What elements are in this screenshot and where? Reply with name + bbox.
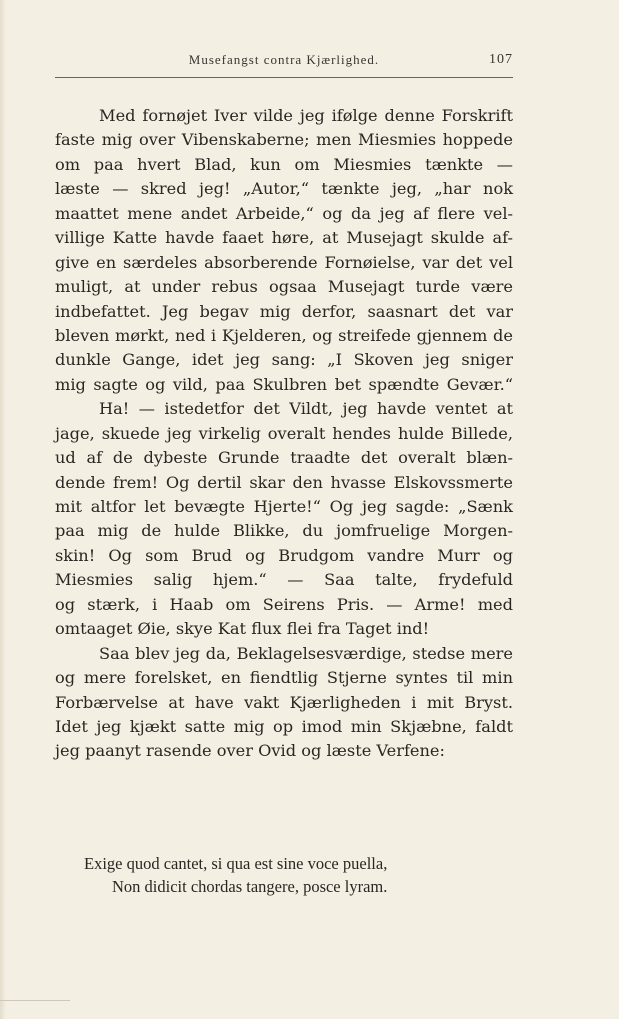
text-line: mit altfor let bevægte Hjerte!“ Og jeg sagde: „Sænk: [55, 497, 513, 516]
text-line: jage, skuede jeg virkelig overalt hendes hulde Billede,: [55, 423, 513, 443]
text-line: muligt, at under rebus ogsaa Musejagt turde være: [55, 277, 513, 297]
text-line: Miesmies salig hjem.“ — Saa talte, frydefuld: [55, 570, 513, 590]
text-line: Ha! — istedetfor det Vildt, jeg havde ventet at: [99, 399, 513, 419]
text-line: jeg paanyt rasende over Ovid og læste Verfene:: [55, 741, 445, 761]
latin-quote: [55, 852, 513, 898]
text-line: Idet jeg kjækt satte mig op imod min Skjæbne, faldt: [55, 716, 513, 736]
quote-line: Non didicit chordas tangere, posce lyram.: [112, 877, 388, 896]
text-line: villige Katte havde faaet høre, at Musejagt skulde af-: [55, 228, 513, 248]
text-line: dunkle Gange, idet jeg sang: „I Skoven jeg sniger: [55, 350, 513, 370]
page-number: 107: [489, 52, 513, 67]
running-title: Musefangst contra Kjærlighed.: [188, 52, 380, 67]
text-line: paa mig de hulde Blikke, du jomfruelige Morgen-: [55, 521, 513, 541]
page-edge: [0, 0, 6, 1019]
text-line: og mere forelsket, en fiendtlig Stjerne syntes til min: [55, 668, 513, 688]
text-line: og stærk, i Haab om Seirens Pris. — Arme! med: [55, 594, 513, 614]
text-line: skin! Og som Brud og Brudgom vandre Murr og: [55, 545, 513, 565]
text-line: læste — skred jeg! „Autor,“ tænkte jeg, „har nok: [55, 179, 513, 199]
text-line: Med fornøjet Iver vilde jeg ifølge denne Forskrift: [99, 106, 513, 125]
text-line: maattet mene andet Arbeide,“ og da jeg af flere vel-: [55, 203, 513, 223]
text-line: om paa hvert Blad, kun om Miesmies tænkte —: [55, 154, 513, 174]
text-line: faste mig over Vibenskaberne; men Miesmies hoppede: [55, 130, 513, 150]
text-line: Saa blev jeg da, Beklagelsesværdige, stedse mere: [99, 643, 513, 663]
margin-rule: [0, 1000, 70, 1001]
text-line: indbefattet. Jeg begav mig derfor, saasnart det var: [55, 301, 513, 321]
text-line: ud af de dybeste Grunde traadte det overalt blæn-: [55, 448, 513, 468]
text-line: give en særdeles absorberende Fornøielse, var det vel: [55, 252, 513, 272]
text-line: mig sagte og vild, paa Skulbren bet spændte Gevær.“: [55, 374, 513, 394]
text-line: bleven mørkt, ned i Kjelderen, og streifede gjennem de: [55, 325, 513, 345]
text-line: dende frem! Og dertil skar den hvasse Elskovssmerte: [55, 472, 513, 492]
quote-line: Exige quod cantet, si qua est sine voce puella,: [84, 854, 388, 873]
body-text: [55, 104, 513, 764]
page-header: [55, 52, 513, 74]
header-rule: [55, 77, 513, 78]
text-line: omtaaget Øie, skye Kat flux flei fra Taget ind!: [55, 619, 430, 639]
text-line: Forbærvelse at have vakt Kjærligheden i mit Bryst.: [55, 692, 513, 712]
